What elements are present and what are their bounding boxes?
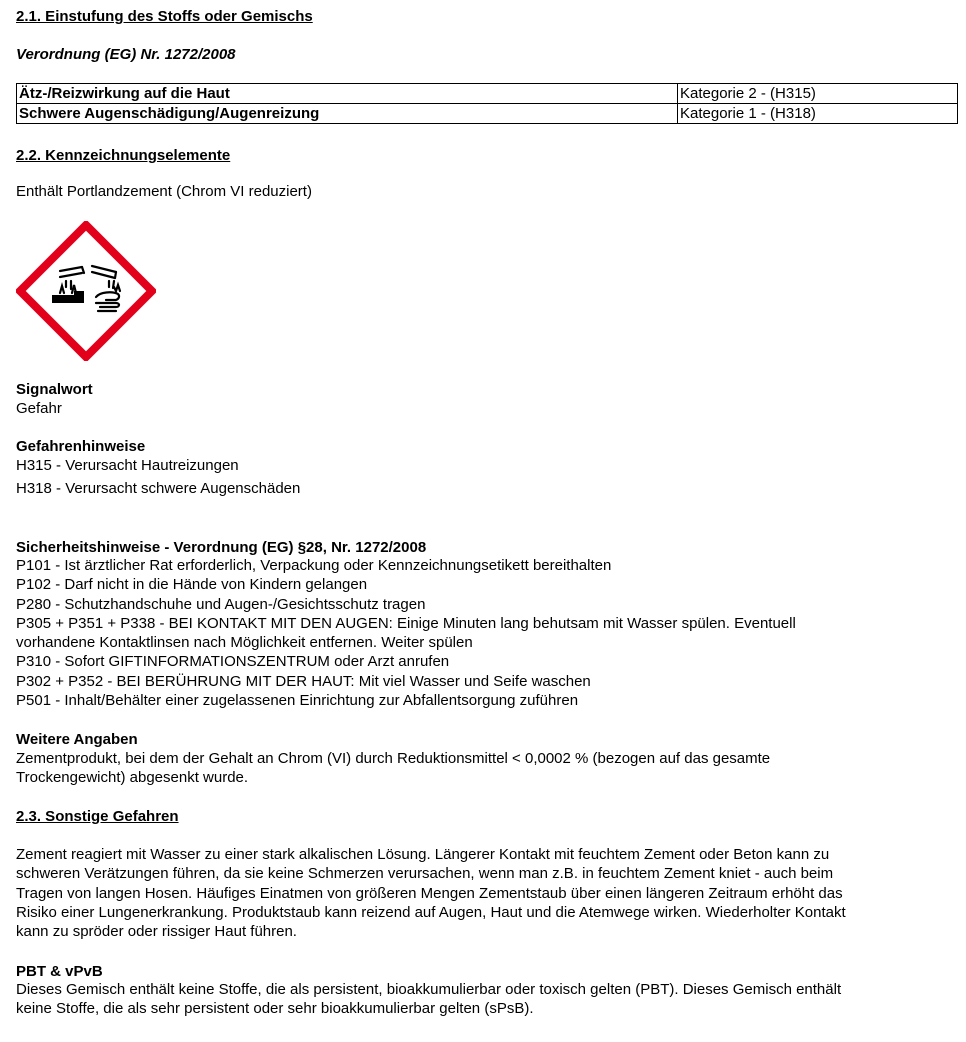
precautionary-statements (16, 556, 796, 710)
hazard-category-cell: Kategorie 1 - (H318) (678, 104, 958, 124)
other-hazards-text (16, 845, 846, 941)
hazard-category-cell: Kategorie 2 - (H315) (678, 84, 958, 104)
table-row (17, 84, 958, 104)
signal-word-label: Signalwort (16, 381, 93, 398)
precautionary-label: Sicherheitshinweise - Verordnung (EG) §28, Nr. 1272/2008 (16, 539, 427, 556)
hazard-class-cell: Ätz-/Reizwirkung auf die Haut (17, 84, 678, 104)
ghs05-corrosion-icon (16, 221, 156, 361)
section-2-1-heading: 2.1. Einstufung des Stoffs oder Gemischs (16, 8, 313, 25)
text-line: Zementprodukt, bei dem der Gehalt an Chrom (VI) durch Reduktionsmittel < 0,0002 % (bezogen auf das gesamte (16, 750, 771, 767)
text-line: Tragen von langen Hosen. Häufiges Einatmen von größeren Mengen Zementstaub über einen längeren Zeitraum erhöht das (16, 884, 843, 902)
signal-word: Gefahr (16, 400, 62, 417)
regulation-title: Verordnung (EG) Nr. 1272/2008 (16, 46, 236, 63)
hazard-class-cell: Schwere Augenschädigung/Augenreizung (17, 104, 678, 124)
text-line: Zement reagiert mit Wasser zu einer stark alkalischen Lösung. Längerer Kontakt mit feuchtem Zement oder Beton kann zu (16, 846, 830, 863)
text-line: kann zu spröder oder rissiger Haut führen. (16, 923, 297, 941)
hazard-statement: H315 - Verursacht Hautreizungen (16, 457, 239, 474)
table-row (17, 104, 958, 124)
section-2-2-heading: 2.2. Kennzeichnungselemente (16, 147, 231, 164)
hazard-statements-label: Gefahrenhinweise (16, 438, 146, 455)
pbt-text (16, 980, 841, 1019)
list-item: P501 - Inhalt/Behälter einer zugelassenen Einrichtung zur Abfallentsorgung zuführen (16, 692, 579, 710)
classification-table (16, 83, 958, 124)
list-item: P305 + P351 + P338 - BEI KONTAKT MIT DEN AUGEN: Einige Minuten lang behutsam mit Wasser spülen. Eventuell (16, 614, 796, 632)
hazard-statement: H318 - Verursacht schwere Augenschäden (16, 480, 301, 497)
further-info (16, 749, 770, 788)
list-item: vorhandene Kontaktlinsen nach Möglichkeit entfernen. Weiter spülen (16, 634, 473, 652)
text-line: Dieses Gemisch enthält keine Stoffe, die als persistent, bioakkumulierbar oder toxisch gelten (PBT). Dieses Gemisch enthält (16, 981, 842, 998)
text-line: keine Stoffe, die als sehr persistent oder sehr bioakkumulierbar gelten (sPsB). (16, 1000, 534, 1018)
contains-statement: Enthält Portlandzement (Chrom VI reduziert) (16, 183, 312, 200)
list-item: P310 - Sofort GIFTINFORMATIONSZENTRUM oder Arzt anrufen (16, 653, 450, 671)
further-info-label: Weitere Angaben (16, 731, 138, 748)
section-2-3-heading: 2.3. Sonstige Gefahren (16, 808, 179, 825)
list-item: P102 - Darf nicht in die Hände von Kindern gelangen (16, 576, 368, 594)
list-item: P302 + P352 - BEI BERÜHRUNG MIT DER HAUT: Mit viel Wasser und Seife waschen (16, 672, 591, 690)
text-line: Risiko einer Lungenerkrankung. Produktstaub kann reizend auf Augen, Haut und die Atemwege wirken. Wiederholter Kontakt (16, 903, 846, 921)
text-line: schweren Verätzungen führen, da sie keine Schmerzen verursachen, wenn man z.B. in feuchtem Zement kniet - auch beim (16, 865, 834, 883)
list-item: P101 - Ist ärztlicher Rat erforderlich, Verpackung oder Kennzeichnungsetikett bereithalten (16, 557, 612, 574)
text-line: Trockengewicht) abgesenkt wurde. (16, 769, 249, 787)
list-item: P280 - Schutzhandschuhe und Augen-/Gesichtsschutz tragen (16, 595, 426, 613)
pbt-label: PBT & vPvB (16, 963, 103, 980)
